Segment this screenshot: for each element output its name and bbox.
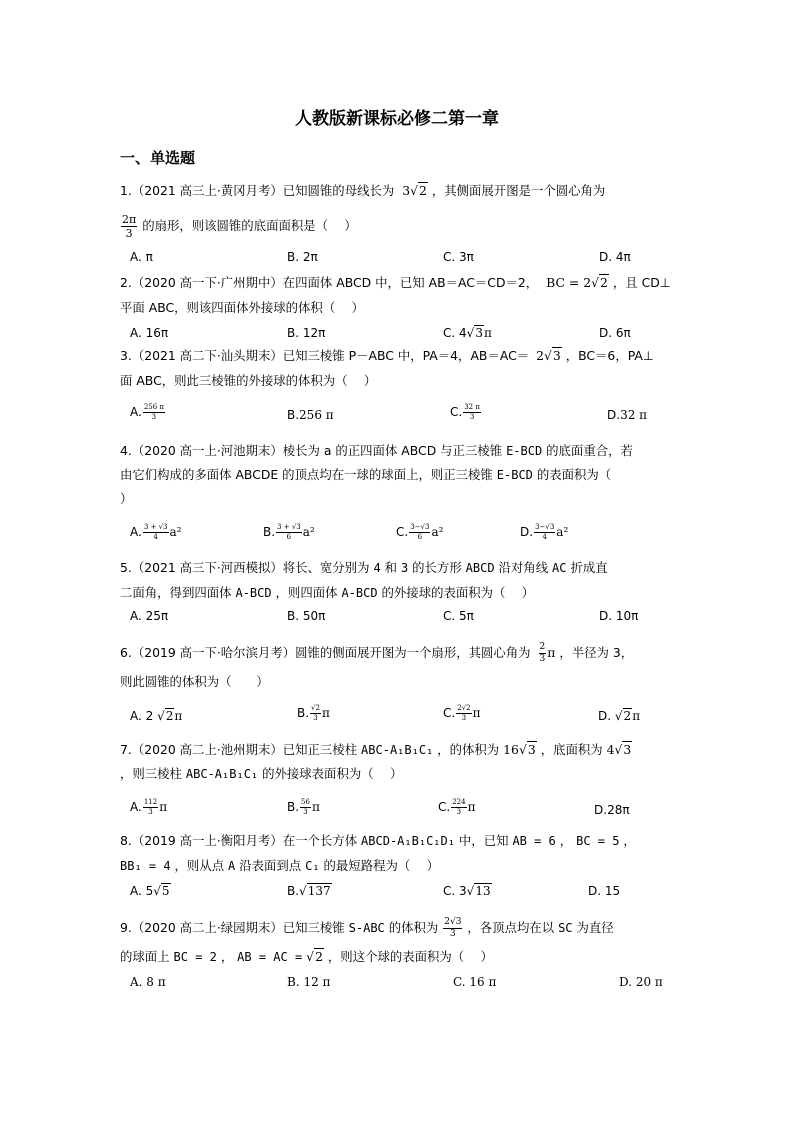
option-c: C. $\frac{2√2}{3}$ π (443, 704, 481, 722)
option-d: D.28π (594, 803, 630, 817)
option-d: D. 6π (599, 326, 631, 340)
option-a: A. $\frac{112}{3}$ π (130, 798, 168, 816)
page-title: 人教版新课标必修二第一章 (295, 109, 499, 129)
option-a: A. $\frac{3 + √3}{4}$ a² (130, 523, 182, 541)
question-text: 1.（2021 高三上·黄冈月考）已知圆锥的母线长为 3√2 ，其侧面展开图是一个圆心角为 (120, 183, 606, 198)
question-text: 的球面上 BC = 2 ， AB = AC = √2 ，则这个球的表面积为（ ） (120, 949, 493, 964)
question-text: 7.（2020 高二上·池州期末）已知正三棱柱 ABC-A₁B₁C₁ ，的体积为 16√3 ，底面积为 4√3 (120, 742, 632, 757)
option-d: D. 20 π (619, 975, 663, 989)
option-c: C. 5π (443, 609, 474, 623)
question-text: ） (120, 491, 133, 506)
question-text: 8.（2019 高一上·衡阳月考）在一个长方体 ABCD-A₁B₁C₁D₁ 中，已知 AB = 6 ， BC = 5 ， (120, 833, 636, 848)
option-c: C. $\frac{3-√3}{6}$ a² (396, 523, 444, 541)
option-a: A. 5√5 (130, 884, 170, 898)
option-c: C. 16 π (453, 975, 497, 989)
option-d: D. 4π (599, 250, 631, 264)
option-c: C. $\frac{32 \pi}{3}$ (450, 403, 480, 421)
question-text: 6.（2019 高一下·哈尔滨月考）圆锥的侧面展开图为一个扇形，其圆心角为 $\frac{2}{3}$ π ，半径为 3， (120, 642, 634, 664)
question-text: 则此圆锥的体积为（ ） (120, 674, 269, 689)
option-b: B. $\frac{56}{3}$ π (287, 798, 320, 816)
question-text: 面 ABC，则此三棱锥的外接球的体积为（ ） (120, 373, 377, 388)
question-text: 3.（2021 高二下·汕头期末）已知三棱锥 P－ABC 中，PA＝4，AB＝AC＝ 2√3 ，BC＝6，PA⊥ (120, 348, 654, 363)
question-text: 9.（2020 高二上·绿园期末）已知三棱锥 S-ABC 的体积为 $\frac{2√3}{3}$ ，各顶点均在以 SC 为直径 (120, 917, 614, 939)
section-heading: 一、单选题 (120, 149, 196, 167)
question-text: BB₁ = 4 ，则从点 A 沿表面到点 C₁ 的最短路程为（ ） (120, 858, 440, 873)
option-a: A. 16π (130, 326, 169, 340)
question-text: 平面 ABC，则该四面体外接球的体积（ ） (120, 300, 364, 315)
option-a: A. $\frac{256 \pi}{3}$ (130, 403, 164, 421)
option-d: D. 10π (599, 609, 639, 623)
question-text: 2.（2020 高一下·广州期中）在四面体 ABCD 中，已知 AB＝AC＝CD＝2， BC = 2√2 ，且 CD⊥ (120, 275, 671, 290)
option-b: B. $\frac{√2}{3}$ π (297, 704, 330, 722)
question-text: 4.（2020 高一上·河池期末）棱长为 a 的正四面体 ABCD 与正三棱锥 E-BCD 的底面重合，若 (120, 443, 633, 458)
option-d: D. √2π (598, 709, 641, 723)
option-c: C. 4√3π (443, 326, 492, 340)
option-b: B. 50π (287, 609, 326, 623)
option-b: B. 12π (287, 326, 326, 340)
option-b: B.√137 (287, 884, 331, 898)
option-a: A. π (130, 250, 153, 264)
question-text: 由它们构成的多面体 ABCDE 的顶点均在一球的球面上，则正三棱锥 E-BCD 的表面积为（ (120, 467, 612, 482)
option-b: B. $\frac{3 + √3}{6}$ a² (263, 523, 315, 541)
option-c: C. $\frac{224}{3}$ π (438, 798, 476, 816)
question-text: ，则三棱柱 ABC-A₁B₁C₁ 的外接球表面积为（ ） (120, 766, 403, 781)
option-b: B.256 π (287, 408, 334, 422)
question-text: $\frac{2\pi}{3}$ 的扇形，则该圆锥的底面面积是（ ） (122, 213, 357, 240)
option-b: B. 12 π (287, 975, 331, 989)
question-text: 二面角，得到四面体 A-BCD ，则四面体 A-BCD 的外接球的表面积为（ ） (120, 585, 535, 600)
option-a: A. 8 π (130, 975, 166, 989)
question-text: 5.（2021 高三下·河西模拟）将长、宽分别为 4 和 3 的长方形 ABCD 沿对角线 AC 折成直 (120, 560, 608, 575)
option-c: C. 3√13 (443, 884, 491, 898)
option-c: C. 3π (443, 250, 474, 264)
option-a: A. 2 √2π (130, 709, 183, 723)
option-d: D. 15 (588, 884, 621, 898)
option-d: D. $\frac{3-√3}{4}$ a² (520, 523, 569, 541)
option-a: A. 25π (130, 609, 169, 623)
option-b: B. 2π (287, 250, 318, 264)
option-d: D.32 π (607, 408, 648, 422)
